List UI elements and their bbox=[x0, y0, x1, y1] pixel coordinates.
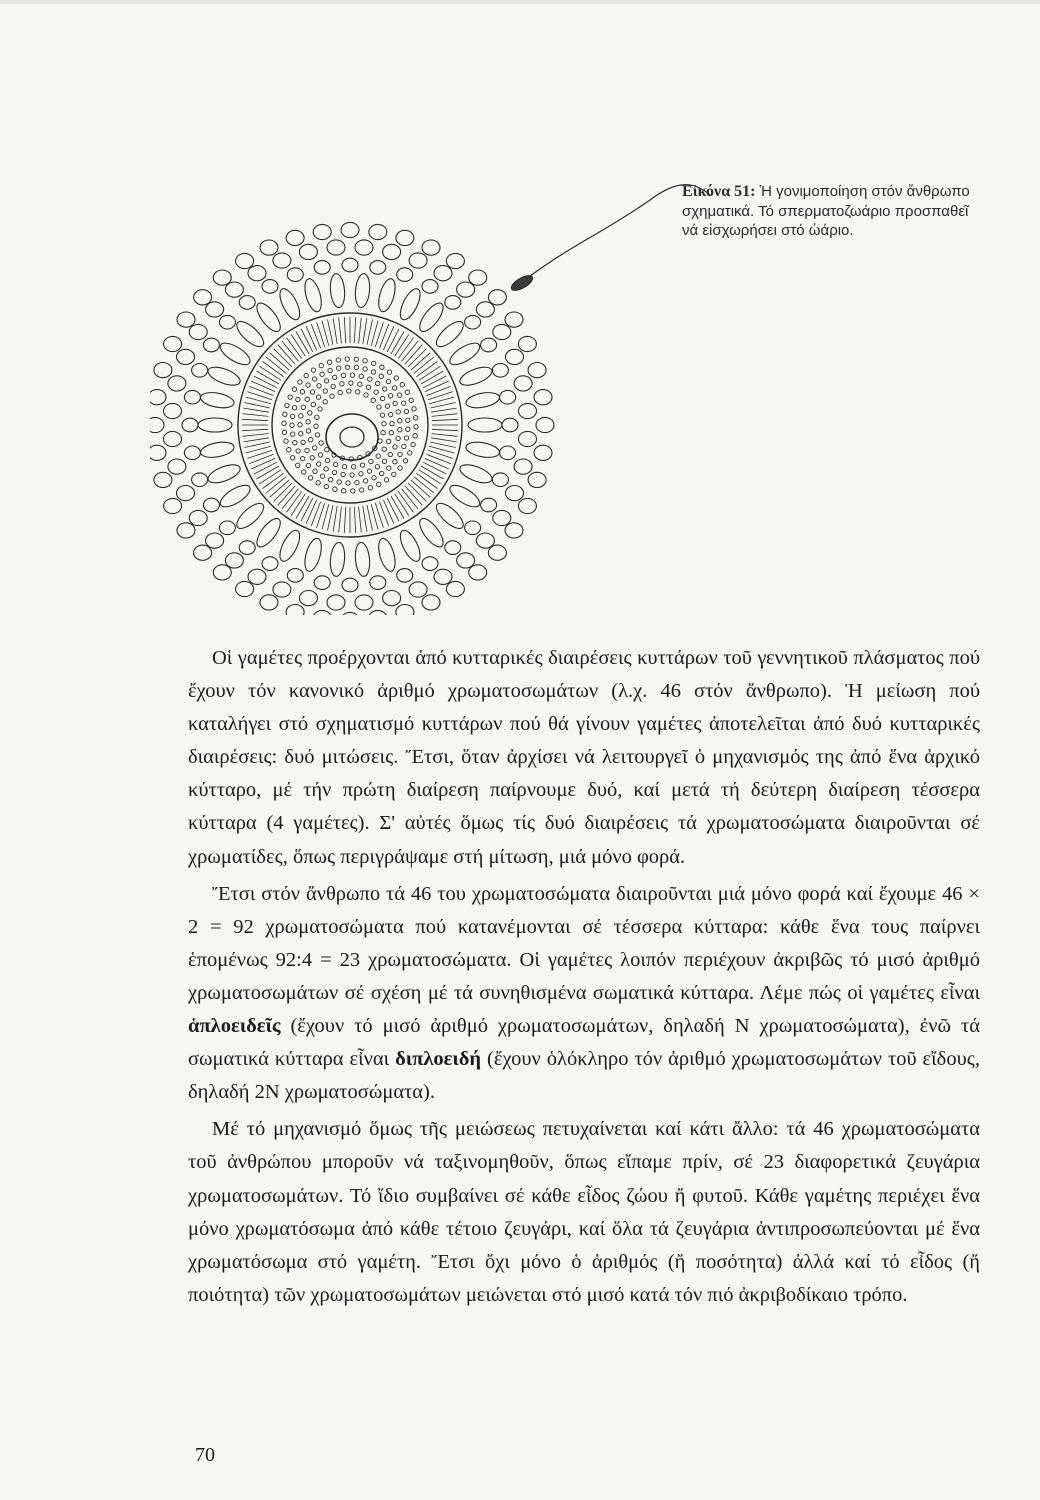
figure-caption-text: Ἡ γονιμοποίηση στόν ἄνθρωπο σχηματικά. Τό σπερματοζωάριο προσπαθεῖ νά εἰσχωρήσει στό ὠάριο. bbox=[682, 183, 970, 239]
figure-caption bbox=[682, 182, 982, 241]
paragraph-1: Οἱ γαμέτες προέρχονται ἀπό κυτταρικές διαιρέσεις κυττάρων τοῦ γεννητικοῦ πλάσματος πού ἔχουν τόν κανονικό ἀριθμό χρωματοσωμάτων (λ.χ. 46 στόν ἄνθρωπο). Ἡ μείωση πού καταλήγει στό σχηματισμό κυττάρων πού θά γίνουν γαμέτες ἀποτελεῖται ἀπό δυό κυτταρικές διαιρέσεις: δυό μιτώσεις. Ἔτσι, ὅταν ἀρχίσει νά λειτουργεῖ ὁ μηχανισμός της ἀπό ἕνα ἀρχικό κύτταρο, μέ τήν πρώτη διαίρεση παίρνουμε δυό, καί μετά τή δεύτερη διαίρεση τέσσερα κύτταρα (4 γαμέτες). Σ' αὐτές ὅμως τίς δυό διαιρέσεις τά χρωματοσώματα διαιροῦνται σέ χρωματίδες, ὅπως περιγράψαμε στή μίτωση, μιά μόνο φορά. bbox=[188, 647, 980, 868]
paragraph-2 bbox=[188, 878, 980, 1110]
paragraph-3: Μέ τό μηχανισμό ὅμως τῆς μειώσεως πετυχαίνεται καί κάτι ἄλλο: τά 46 χρωματοσώματα τοῦ ἀνθρώπου μποροῦν νά ταξινομηθοῦν, ὅπως εἴπαμε πρίν, σέ 23 διαφορετικά ζευγάρια χρωματοσωμάτων. Τό ἴδιο συμβαίνει σέ κάθε εἶδος ζώου ἤ φυτοῦ. Κάθε γαμέτης περιέχει ἕνα μόνο χρωματόσωμα ἀπό κάθε τέτοιο ζευγάρι, καί ὅλα τά ζευγάρια ἀντιπροσωπεύονται μέ ἕνα χρωματόσωμα στό γαμέτη. Ἔτσι ὄχι μόνο ὁ ἀριθμός (ἤ ποσότητα) ἀλλά καί τό εἶδος (ἤ ποιότητα) τῶν χρωματοσωμάτων μειώνεται στό μισό κατά τόν πιό ἀκριβοδίκαιο τρόπο. bbox=[188, 1118, 980, 1306]
page-number: 70 bbox=[195, 1444, 215, 1466]
body-text bbox=[188, 642, 980, 1312]
figure-label: Εἰκόνα 51: bbox=[682, 183, 756, 200]
page-top-edge bbox=[0, 0, 1040, 4]
paragraph-2-part-b: (ἔχουν τό μισό ἀριθμό χρωματοσωμάτων, δηλαδή Ν χρωματοσώματα), ἐνῶ τά σωματικά κύτταρα εἶναι bbox=[188, 1015, 980, 1071]
term-diploid: διπλοειδή bbox=[395, 1048, 482, 1071]
term-haploid: ἁπλοειδεῖς bbox=[188, 1015, 281, 1038]
fertilization-illustration bbox=[150, 165, 720, 615]
paragraph-2-part-c: (ἔχουν ὁλόκληρο τόν ἀριθμό χρωματοσωμάτων τοῦ εἴδους, δηλαδή 2Ν χρωματοσώματα). bbox=[188, 1048, 980, 1104]
paragraph-2-part-a: Ἔτσι στόν ἄνθρωπο τά 46 του χρωματοσώματα διαιροῦνται μιά μόνο φορά καί ἔχουμε 46 × 2 = 92 χρωματοσώματα πού κατανέμονται σέ τέσσερα κύτταρα: κάθε ἕνα τους παίρνει ἑπομένως 92:4 = 23 χρωματοσώματα. Οἱ γαμέτες λοιπόν περιέχουν ἀκριβῶς τό μισό ἀριθμό χρωματοσωμάτων σέ σχέση μέ τά συνηθισμένα σωματικά κύτταρα. Λέμε πώς οἱ γαμέτες εἶναι bbox=[188, 882, 980, 1004]
